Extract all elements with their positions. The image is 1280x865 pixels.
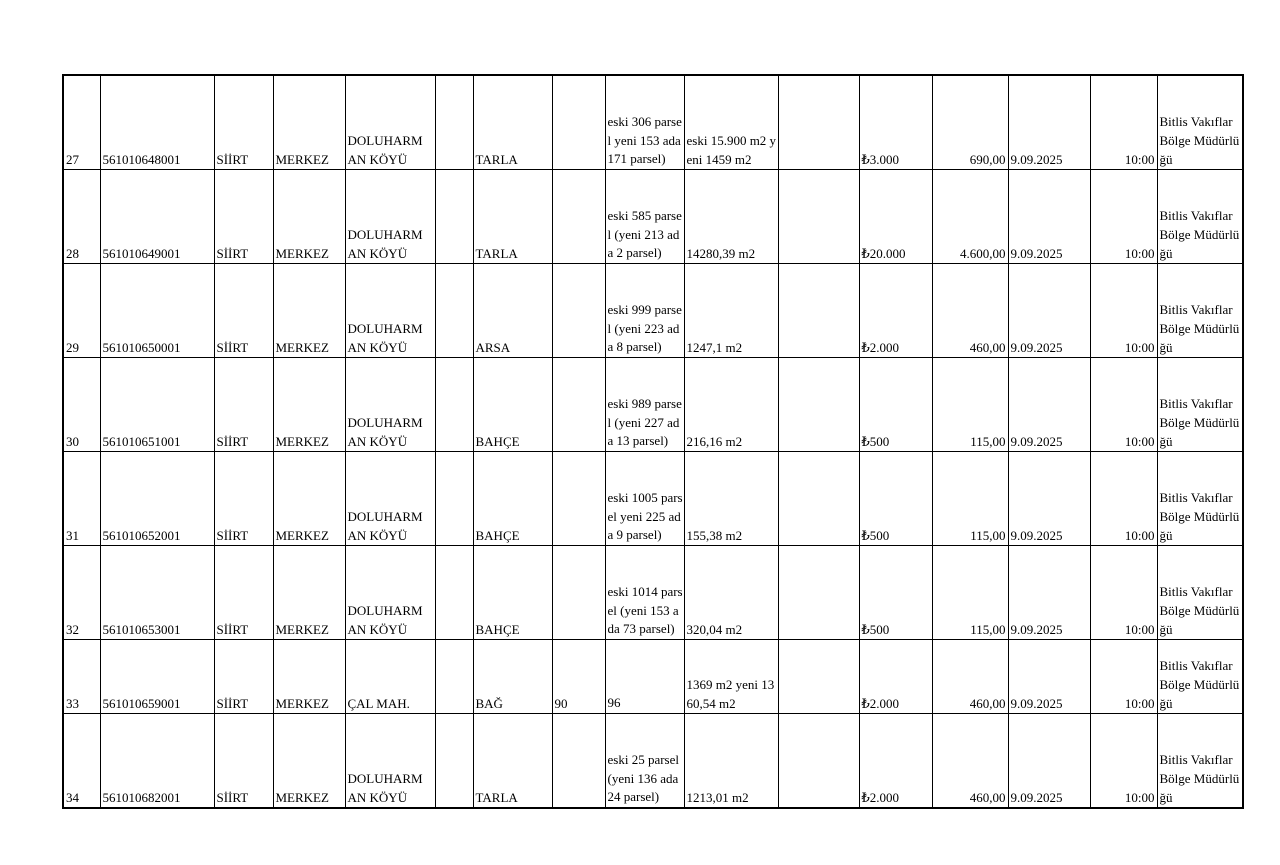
price-cell: ₺500: [859, 358, 932, 452]
row-number-cell: 31: [63, 452, 100, 546]
district-cell: MERKEZ: [273, 358, 345, 452]
empty-cell: [778, 264, 859, 358]
parcel-cell: 96: [605, 640, 684, 714]
neighborhood-cell: DOLUHARM AN KÖYÜ: [345, 75, 435, 170]
province-cell: SİİRT: [214, 170, 273, 264]
time-cell: 10:00: [1090, 546, 1157, 640]
district-cell: MERKEZ: [273, 714, 345, 809]
empty-cell: [435, 714, 473, 809]
property-code-cell: 561010651001: [100, 358, 214, 452]
property-code-cell: 561010649001: [100, 170, 214, 264]
district-cell: MERKEZ: [273, 452, 345, 546]
block-cell: [552, 170, 605, 264]
table-row: [63, 358, 1243, 452]
time-cell: 10:00: [1090, 264, 1157, 358]
table-row: [63, 170, 1243, 264]
empty-cell: [778, 714, 859, 809]
date-cell: 9.09.2025: [1008, 170, 1090, 264]
empty-cell: [778, 358, 859, 452]
date-cell: 9.09.2025: [1008, 640, 1090, 714]
institution-cell: Bitlis Vakıflar Bölge Müdürlüğü: [1157, 452, 1243, 546]
table-row: [63, 640, 1243, 714]
block-cell: [552, 452, 605, 546]
institution-cell: Bitlis Vakıflar Bölge Müdürlüğü: [1157, 75, 1243, 170]
area-cell: eski 15.900 m2 yeni 1459 m2: [684, 75, 778, 170]
property-type-cell: BAĞ: [473, 640, 552, 714]
empty-cell: [435, 264, 473, 358]
row-number-cell: 27: [63, 75, 100, 170]
block-cell: [552, 358, 605, 452]
row-number-cell: 29: [63, 264, 100, 358]
row-number-cell: 28: [63, 170, 100, 264]
parcel-cell: eski 585 parsel (yeni 213 ada 2 parsel): [605, 170, 684, 264]
time-cell: 10:00: [1090, 714, 1157, 809]
property-type-cell: TARLA: [473, 75, 552, 170]
area-cell: 216,16 m2: [684, 358, 778, 452]
property-type-cell: TARLA: [473, 714, 552, 809]
deposit-cell: 4.600,00: [932, 170, 1008, 264]
table-row: [63, 75, 1243, 170]
date-cell: 9.09.2025: [1008, 546, 1090, 640]
neighborhood-cell: DOLUHARM AN KÖYÜ: [345, 546, 435, 640]
neighborhood-cell: DOLUHARM AN KÖYÜ: [345, 264, 435, 358]
deposit-cell: 115,00: [932, 452, 1008, 546]
empty-cell: [778, 170, 859, 264]
area-cell: 155,38 m2: [684, 452, 778, 546]
property-code-cell: 561010652001: [100, 452, 214, 546]
table-row: [63, 714, 1243, 809]
property-code-cell: 561010650001: [100, 264, 214, 358]
area-cell: 1369 m2 yeni 1360,54 m2: [684, 640, 778, 714]
institution-cell: Bitlis Vakıflar Bölge Müdürlüğü: [1157, 264, 1243, 358]
price-cell: ₺2.000: [859, 640, 932, 714]
date-cell: 9.09.2025: [1008, 452, 1090, 546]
table-row: [63, 546, 1243, 640]
parcel-cell: eski 25 parsel (yeni 136 ada 24 parsel): [605, 714, 684, 809]
province-cell: SİİRT: [214, 640, 273, 714]
institution-cell: Bitlis Vakıflar Bölge Müdürlüğü: [1157, 170, 1243, 264]
neighborhood-cell: DOLUHARM AN KÖYÜ: [345, 170, 435, 264]
institution-cell: Bitlis Vakıflar Bölge Müdürlüğü: [1157, 546, 1243, 640]
price-cell: ₺500: [859, 546, 932, 640]
province-cell: SİİRT: [214, 714, 273, 809]
date-cell: 9.09.2025: [1008, 358, 1090, 452]
area-cell: 1213,01 m2: [684, 714, 778, 809]
property-code-cell: 561010682001: [100, 714, 214, 809]
block-cell: [552, 264, 605, 358]
district-cell: MERKEZ: [273, 640, 345, 714]
empty-cell: [435, 358, 473, 452]
parcel-cell: eski 989 parsel (yeni 227 ada 13 parsel): [605, 358, 684, 452]
property-code-cell: 561010653001: [100, 546, 214, 640]
time-cell: 10:00: [1090, 452, 1157, 546]
parcel-cell: eski 1005 parsel yeni 225 ada 9 parsel): [605, 452, 684, 546]
time-cell: 10:00: [1090, 358, 1157, 452]
empty-cell: [435, 640, 473, 714]
institution-cell: Bitlis Vakıflar Bölge Müdürlüğü: [1157, 358, 1243, 452]
neighborhood-cell: ÇAL MAH.: [345, 640, 435, 714]
deposit-cell: 115,00: [932, 546, 1008, 640]
row-number-cell: 32: [63, 546, 100, 640]
empty-cell: [778, 546, 859, 640]
deposit-cell: 115,00: [932, 358, 1008, 452]
institution-cell: Bitlis Vakıflar Bölge Müdürlüğü: [1157, 640, 1243, 714]
time-cell: 10:00: [1090, 170, 1157, 264]
province-cell: SİİRT: [214, 452, 273, 546]
empty-cell: [435, 452, 473, 546]
empty-cell: [435, 546, 473, 640]
price-cell: ₺20.000: [859, 170, 932, 264]
property-type-cell: BAHÇE: [473, 358, 552, 452]
institution-cell: Bitlis Vakıflar Bölge Müdürlüğü: [1157, 714, 1243, 809]
province-cell: SİİRT: [214, 546, 273, 640]
price-cell: ₺3.000: [859, 75, 932, 170]
date-cell: 9.09.2025: [1008, 264, 1090, 358]
empty-cell: [435, 75, 473, 170]
deposit-cell: 460,00: [932, 264, 1008, 358]
district-cell: MERKEZ: [273, 170, 345, 264]
district-cell: MERKEZ: [273, 75, 345, 170]
block-cell: 90: [552, 640, 605, 714]
block-cell: [552, 714, 605, 809]
table-row: [63, 452, 1243, 546]
property-code-cell: 561010659001: [100, 640, 214, 714]
price-cell: ₺500: [859, 452, 932, 546]
property-type-cell: BAHÇE: [473, 546, 552, 640]
district-cell: MERKEZ: [273, 264, 345, 358]
province-cell: SİİRT: [214, 75, 273, 170]
property-type-cell: TARLA: [473, 170, 552, 264]
property-code-cell: 561010648001: [100, 75, 214, 170]
price-cell: ₺2.000: [859, 714, 932, 809]
table-row: [63, 264, 1243, 358]
date-cell: 9.09.2025: [1008, 714, 1090, 809]
area-cell: 320,04 m2: [684, 546, 778, 640]
parcel-cell: eski 1014 parsel (yeni 153 ada 73 parsel): [605, 546, 684, 640]
date-cell: 9.09.2025: [1008, 75, 1090, 170]
block-cell: [552, 75, 605, 170]
empty-cell: [778, 452, 859, 546]
district-cell: MERKEZ: [273, 546, 345, 640]
row-number-cell: 34: [63, 714, 100, 809]
property-type-cell: BAHÇE: [473, 452, 552, 546]
province-cell: SİİRT: [214, 264, 273, 358]
deposit-cell: 460,00: [932, 640, 1008, 714]
area-cell: 14280,39 m2: [684, 170, 778, 264]
empty-cell: [435, 170, 473, 264]
time-cell: 10:00: [1090, 640, 1157, 714]
parcel-cell: eski 999 parsel (yeni 223 ada 8 parsel): [605, 264, 684, 358]
empty-cell: [778, 640, 859, 714]
neighborhood-cell: DOLUHARM AN KÖYÜ: [345, 452, 435, 546]
row-number-cell: 33: [63, 640, 100, 714]
neighborhood-cell: DOLUHARM AN KÖYÜ: [345, 714, 435, 809]
area-cell: 1247,1 m2: [684, 264, 778, 358]
parcel-cell: eski 306 parsel yeni 153 ada171 parsel): [605, 75, 684, 170]
tender-listing-table: [62, 74, 1244, 809]
property-type-cell: ARSA: [473, 264, 552, 358]
price-cell: ₺2.000: [859, 264, 932, 358]
block-cell: [552, 546, 605, 640]
empty-cell: [778, 75, 859, 170]
province-cell: SİİRT: [214, 358, 273, 452]
deposit-cell: 460,00: [932, 714, 1008, 809]
row-number-cell: 30: [63, 358, 100, 452]
time-cell: 10:00: [1090, 75, 1157, 170]
neighborhood-cell: DOLUHARM AN KÖYÜ: [345, 358, 435, 452]
deposit-cell: 690,00: [932, 75, 1008, 170]
